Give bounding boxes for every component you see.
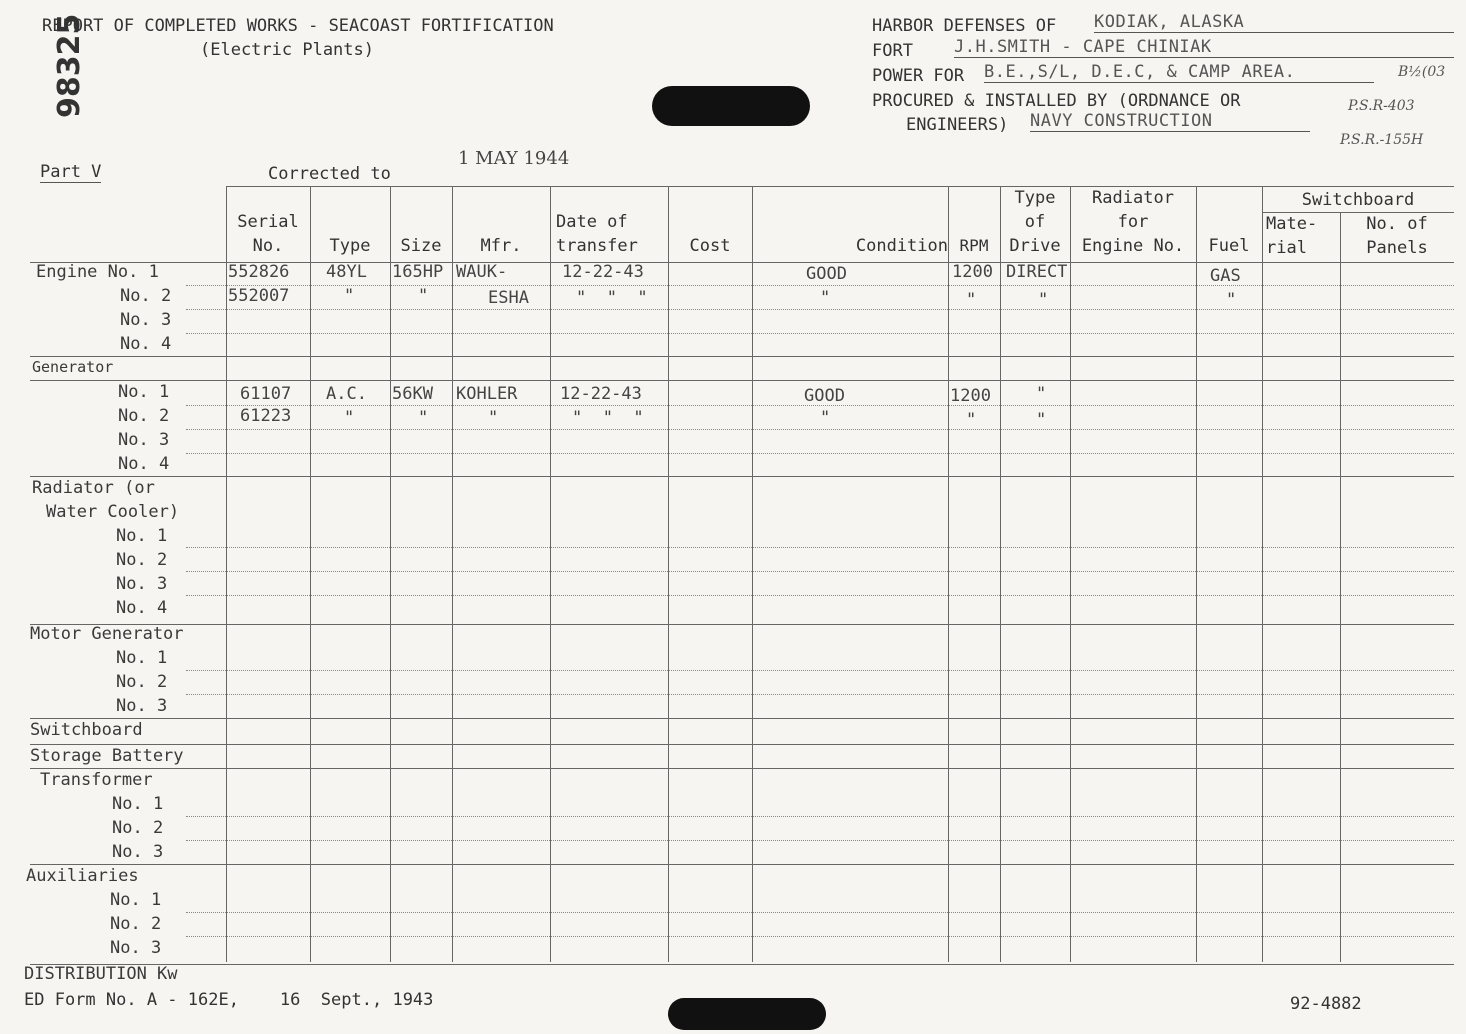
corrected-date-stamp: 1 MAY 1944 <box>458 148 570 169</box>
gen1-date: 12-22-43 <box>560 384 642 404</box>
row-label-transformer-3: No. 3 <box>112 842 164 862</box>
header-type-of-drive: Type of Drive <box>1009 188 1061 256</box>
engine1-date: 12-22-43 <box>562 262 644 282</box>
power-label: POWER FOR <box>872 66 965 86</box>
engine1-serial: 552826 <box>228 262 290 282</box>
row-label-water-cooler: Water Cooler) <box>46 502 180 522</box>
gen1-condition: GOOD <box>804 386 845 406</box>
gen1-drive: " <box>1036 384 1047 404</box>
corrected-label: Corrected to <box>268 164 391 184</box>
row-label-motor-generator-3: No. 3 <box>116 696 168 716</box>
gen1-mfr: KOHLER <box>456 384 518 404</box>
header-serial: Serial No. <box>237 212 299 256</box>
engine1-drive: DIRECT <box>1006 262 1068 282</box>
handwritten-psr-1: P.S.R-403 <box>1348 98 1415 114</box>
document-number: 98325 <box>52 13 87 118</box>
gen2-serial: 61223 <box>240 406 292 426</box>
engine2-size: " <box>418 286 429 306</box>
engine1-mfr: WAUK- <box>456 262 508 282</box>
procured-label-line1: PROCURED & INSTALLED BY (ORDNANCE OR <box>872 91 1241 111</box>
gen2-rpm: " <box>966 410 977 430</box>
row-label-generator-3: No. 3 <box>118 430 170 450</box>
engine2-serial: 552007 <box>228 286 290 306</box>
report-subtitle: (Electric Plants) <box>200 40 374 60</box>
header-condition: Condition <box>855 236 948 256</box>
header-type: Type <box>329 236 371 256</box>
header-no-of-panels: No. of Panels <box>1366 214 1428 258</box>
gen2-date: " " " <box>572 408 644 428</box>
engine2-date: " " " <box>576 288 648 308</box>
engine1-condition: GOOD <box>806 264 847 284</box>
row-label-radiator-3: No. 3 <box>116 574 168 594</box>
form-reference: ED Form No. A - 162E, 16 Sept., 1943 <box>24 990 434 1010</box>
engine2-drive: " <box>1038 290 1049 310</box>
header-material: Mate- rial <box>1266 214 1318 258</box>
header-mfr: Mfr. <box>480 236 522 256</box>
header-date-of-transfer: Date of transfer <box>556 212 638 256</box>
row-label-generator-4: No. 4 <box>118 454 170 474</box>
gen1-size: 56KW <box>392 384 433 404</box>
row-label-auxiliaries-3: No. 3 <box>110 938 162 958</box>
engine1-type: 48YL <box>326 262 367 282</box>
row-label-transformer: Transformer <box>40 770 153 790</box>
fort-label: FORT <box>872 41 913 61</box>
gen1-rpm: 1200 <box>950 386 991 406</box>
row-label-motor-generator-1: No. 1 <box>116 648 168 668</box>
engine1-rpm: 1200 <box>952 262 993 282</box>
row-label-storage-battery: Storage Battery <box>30 746 184 766</box>
row-label-motor-generator: Motor Generator <box>30 624 184 644</box>
fort-value: J.H.SMITH - CAPE CHINIAK <box>954 37 1454 58</box>
gen2-drive: " <box>1036 410 1047 430</box>
row-label-radiator-4: No. 4 <box>116 598 168 618</box>
engine1-size: 165HP <box>392 262 444 282</box>
row-label-motor-generator-2: No. 2 <box>116 672 168 692</box>
part-label: Part V <box>40 162 102 182</box>
gen1-serial: 61107 <box>240 384 292 404</box>
header-fuel: Fuel <box>1208 236 1250 256</box>
row-label-switchboard: Switchboard <box>30 720 143 740</box>
row-label-engine-1: Engine No. 1 <box>36 262 159 282</box>
gen2-type: " <box>344 408 355 428</box>
row-label-auxiliaries-2: No. 2 <box>110 914 162 934</box>
gen1-type: A.C. <box>326 384 367 404</box>
engine1-fuel: GAS <box>1210 266 1241 286</box>
header-rpm: RPM <box>959 236 989 255</box>
row-label-distribution: DISTRIBUTION Kw <box>24 964 178 984</box>
row-label-transformer-2: No. 2 <box>112 818 164 838</box>
row-label-generator: Generator <box>32 358 114 376</box>
engine2-mfr: ESHA <box>488 288 529 308</box>
row-label-generator-2: No. 2 <box>118 406 170 426</box>
row-label-radiator: Radiator (or <box>32 478 155 498</box>
harbor-label: HARBOR DEFENSES OF <box>872 16 1057 36</box>
gen2-condition: " <box>820 408 831 428</box>
footer-code: 92-4882 <box>1290 994 1362 1014</box>
harbor-value: KODIAK, ALASKA <box>1094 12 1454 33</box>
procured-label-line2: ENGINEERS) <box>906 115 1009 135</box>
row-label-transformer-1: No. 1 <box>112 794 164 814</box>
row-label-radiator-2: No. 2 <box>116 550 168 570</box>
row-label-generator-1: No. 1 <box>118 382 170 402</box>
power-handwritten-note: B½(03 <box>1398 64 1446 80</box>
power-value: B.E.,S/L, D.E.C, & CAMP AREA. <box>984 62 1374 83</box>
handwritten-psr-2: P.S.R.-155H <box>1340 132 1424 148</box>
engine2-type: " <box>344 286 355 306</box>
row-label-engine-2: No. 2 <box>120 286 172 306</box>
header-cost: Cost <box>689 236 731 256</box>
engine2-condition: " <box>820 288 831 308</box>
row-label-engine-4: No. 4 <box>120 334 172 354</box>
row-label-radiator-1: No. 1 <box>116 526 168 546</box>
row-label-engine-3: No. 3 <box>120 310 172 330</box>
row-label-auxiliaries-1: No. 1 <box>110 890 162 910</box>
gen2-size: " <box>418 408 429 428</box>
gen2-mfr: " <box>488 408 499 428</box>
header-radiator: Radiator for Engine No. <box>1081 188 1185 256</box>
engine2-fuel: " <box>1226 290 1237 310</box>
redaction-mark-top <box>652 86 810 126</box>
header-size: Size <box>400 236 442 256</box>
procured-value: NAVY CONSTRUCTION <box>1030 111 1310 132</box>
row-label-auxiliaries: Auxiliaries <box>26 866 139 886</box>
header-switchboard: Switchboard <box>1301 190 1415 210</box>
engine2-rpm: " <box>966 290 977 310</box>
report-title: REPORT OF COMPLETED WORKS - SEACOAST FORTIFICATION <box>42 16 554 36</box>
redaction-mark-bottom <box>668 998 826 1030</box>
